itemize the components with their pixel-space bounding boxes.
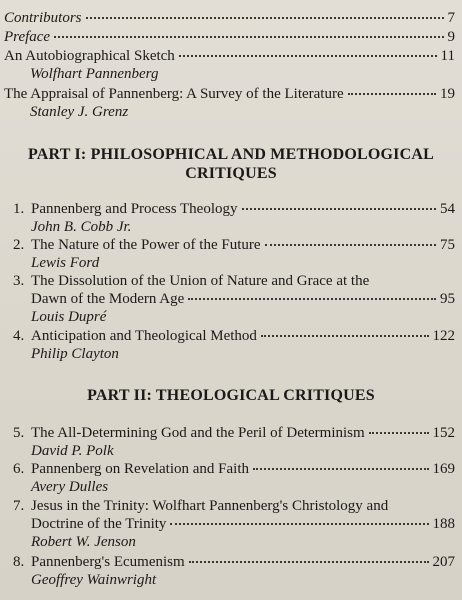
leader-dots xyxy=(189,560,429,563)
toc-entry-chapter-5 xyxy=(13,424,455,460)
toc-entry-chapter-1 xyxy=(13,200,455,236)
page-number: 7 xyxy=(447,10,455,26)
chapter-number: 2. xyxy=(13,237,25,253)
part-two-heading xyxy=(0,386,462,405)
page-number: 54 xyxy=(440,201,455,217)
entry-title-continued: Doctrine of the Trinity xyxy=(31,516,167,532)
entry-title: Pannenberg and Process Theology xyxy=(31,201,238,217)
page-number: 75 xyxy=(440,237,455,253)
page-number: 95 xyxy=(440,291,455,307)
entry-title-continued: Dawn of the Modern Age xyxy=(31,291,185,307)
entry-title: Pannenberg on Revelation and Faith xyxy=(31,461,250,477)
page-number: 152 xyxy=(432,425,455,441)
chapter-number: 5. xyxy=(13,425,25,441)
page-number: 188 xyxy=(432,516,455,532)
leader-dots xyxy=(86,16,444,19)
entry-title: The Dissolution of the Union of Nature and Grace at the xyxy=(31,273,370,289)
entry-title: Contributors xyxy=(4,10,82,26)
page-number: 122 xyxy=(432,328,455,344)
page-number: 19 xyxy=(440,86,455,102)
leader-dots xyxy=(348,92,436,95)
leader-dots xyxy=(242,207,437,210)
entry-author: Philip Clayton xyxy=(31,346,119,362)
entry-title: The All-Determining God and the Peril of Determinism xyxy=(31,425,365,441)
toc-entry-appraisal xyxy=(4,85,455,121)
entry-title: Anticipation and Theological Method xyxy=(31,328,257,344)
entry-author: Wolfhart Pannenberg xyxy=(30,66,159,82)
toc-entry-chapter-8 xyxy=(13,553,455,589)
entry-author: Lewis Ford xyxy=(31,255,100,271)
entry-author: Avery Dulles xyxy=(31,479,109,495)
entry-title: The Appraisal of Pannenberg: A Survey of the Literature xyxy=(4,86,344,102)
entry-author: David P. Polk xyxy=(31,443,114,459)
part-heading-line: PART I: PHILOSOPHICAL AND METHODOLOGICAL xyxy=(27,146,434,163)
leader-dots xyxy=(369,431,429,434)
chapter-number: 3. xyxy=(13,273,25,289)
entry-author: Louis Dupré xyxy=(31,309,107,325)
entry-author: John B. Cobb Jr. xyxy=(31,219,132,235)
leader-dots xyxy=(179,54,437,57)
part-one-heading xyxy=(0,145,462,183)
chapter-number: 7. xyxy=(13,498,25,514)
leader-dots xyxy=(253,467,428,470)
page-number: 169 xyxy=(432,461,455,477)
toc-entry-chapter-3 xyxy=(13,272,455,326)
chapter-number: 8. xyxy=(13,554,25,570)
entry-title: Pannenberg's Ecumenism xyxy=(31,554,185,570)
page-number: 207 xyxy=(432,554,455,570)
entry-title: Preface xyxy=(4,29,51,45)
leader-dots xyxy=(261,334,429,337)
entry-author: Robert W. Jenson xyxy=(31,534,136,550)
entry-author: Stanley J. Grenz xyxy=(30,104,129,120)
leader-dots xyxy=(170,522,428,525)
page-number: 9 xyxy=(447,29,455,45)
entry-title: Jesus in the Trinity: Wolfhart Pannenberg's Christology and xyxy=(31,498,389,514)
chapter-number: 4. xyxy=(13,328,25,344)
part-heading-line: CRITIQUES xyxy=(185,165,277,182)
toc-entry-chapter-6 xyxy=(13,460,455,496)
leader-dots xyxy=(54,35,443,38)
chapter-number: 1. xyxy=(13,201,25,217)
toc-entry-chapter-7 xyxy=(13,497,455,551)
toc-entry-chapter-2 xyxy=(13,236,455,272)
part-heading-line: PART II: THEOLOGICAL CRITIQUES xyxy=(87,387,375,404)
toc-entry-contributors xyxy=(4,9,455,27)
toc-entry-chapter-4 xyxy=(13,327,455,363)
chapter-number: 6. xyxy=(13,461,25,477)
toc-entry-autobiographical-sketch xyxy=(4,47,455,83)
leader-dots xyxy=(265,243,436,246)
toc-entry-preface xyxy=(4,28,455,46)
entry-title: The Nature of the Power of the Future xyxy=(31,237,261,253)
page-number: 11 xyxy=(440,48,455,64)
entry-author: Geoffrey Wainwright xyxy=(31,572,157,588)
entry-title: An Autobiographical Sketch xyxy=(4,48,175,64)
leader-dots xyxy=(188,297,436,300)
